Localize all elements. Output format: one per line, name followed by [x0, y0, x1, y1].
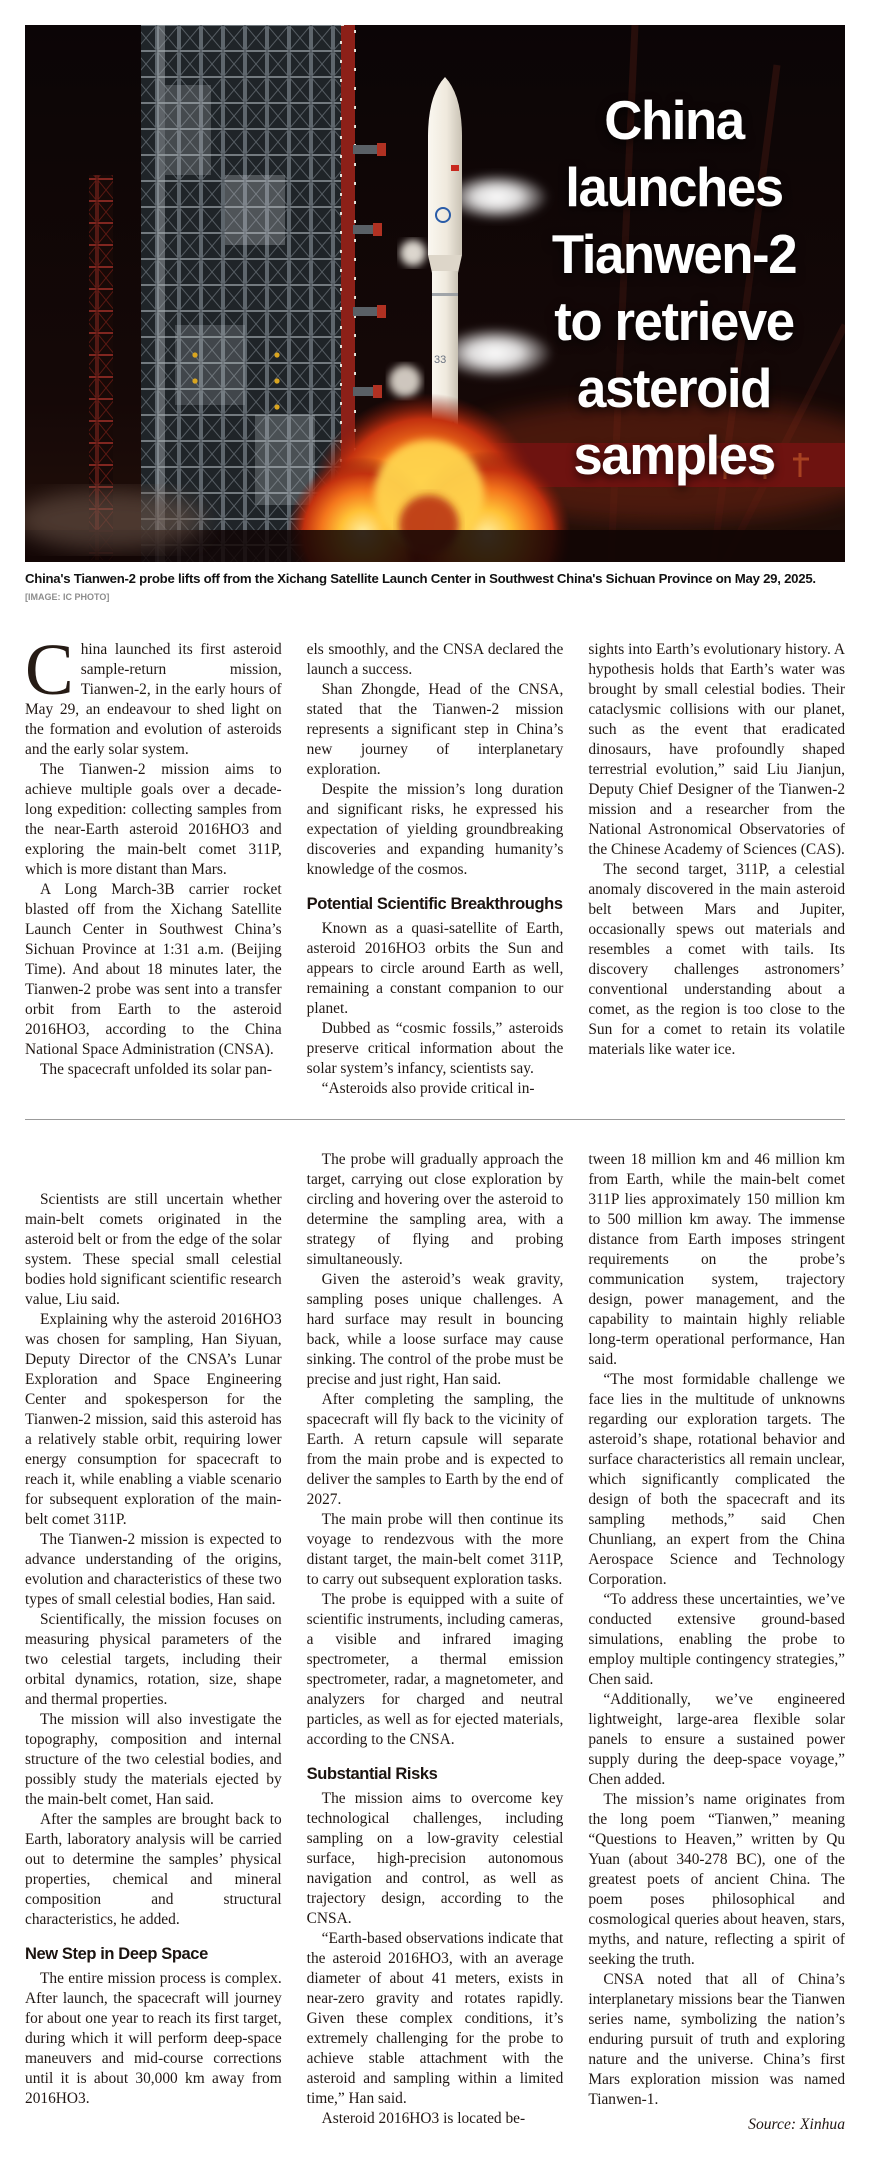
source-attribution: Source: Xinhua	[748, 2116, 846, 2133]
paragraph: els smoothly, and the CNSA declared the launch a success.	[306, 641, 564, 678]
paragraph: Scientifically, the mission focuses on measuring physical parameters of the two celestial targets, including their orbital dynamics, rotation, size, shape and thermal properties.	[25, 1611, 282, 1708]
drop-cap: C	[25, 629, 74, 710]
paragraph: The mission will also investigate the topography, composition and internal structure of the two celestial bodies, and possibly study the materials ejected by the main-belt comet, Han said.	[25, 1711, 282, 1808]
paragraph: Known as a quasi-satellite of Earth, asteroid 2016HO3 orbits the Sun and appears to circle around Earth as well, remaining a constant companion to our planet.	[306, 920, 564, 1017]
column-2	[307, 640, 564, 1099]
headline-line: launches	[565, 156, 783, 219]
paragraph: Given the asteroid’s weak gravity, sampling poses unique challenges. A hard surface may result in bouncing back, while a loose surface may cause sinking. The control of the probe must be precise and just right, Han said.	[306, 1271, 564, 1388]
paragraph: “The most formidable challenge we face lies in the multitude of unknowns regarding our exploration targets. The asteroid’s shape, rotational behavior and surface characteristics all remain unclear, which significantly complicated the design of both the spacecraft and its sampling methods,” said Chen Chunliang, an expert from the China Aerospace Science and Technology Corporation.	[588, 1371, 846, 1588]
paragraph: tween 18 million km and 46 million km from Earth, while the main-belt comet 311P lies approximately 150 million km to 500 million km away. The immense distance from Earth imposes stringent requirements on the probe’s communication system, trajectory design, power management, and the capability to maintain highly reliable long-term operational performance, Han said.	[588, 1151, 846, 1368]
paragraph: The second target, 311P, a celestial anomaly discovered in the main asteroid belt between Mars and Jupiter, occasionally spews out materials and resembles a comet with tails. Its discovery challenges astronomers’ conventional understanding about a comet, as the region is too close to the Sun for a comet to retain its volatile materials like water ice.	[588, 861, 846, 1058]
paragraph: After the samples are brought back to Earth, laboratory analysis will be carried out to determine the samples’ physical properties, chemical and mineral composition and structural characteristics, he added.	[25, 1811, 282, 1928]
paragraph: A Long March-3B carrier rocket blasted off from the Xichang Satellite Launch Center in Southwest China’s Sichuan Province at 1:31 a.m. (Beijing Time). And about 18 minutes later, the Tianwen-2 probe was sent into a transfer orbit from Earth to the asteroid 2016HO3, according to the China National Space Administration (CNSA).	[25, 881, 282, 1058]
column-3	[588, 640, 845, 1099]
paragraph: The probe will gradually approach the target, carrying out close exploration by circling and hovering over the asteroid to determine the sampling area, with a strategy of flying and probing simultaneously.	[306, 1151, 564, 1268]
headline-line: to retrieve	[554, 290, 794, 353]
paragraph: “Earth-based observations indicate that the asteroid 2016HO3, with an average diameter of about 41 meters, exists in near-zero gravity and rotates rapidly. Given these complex conditions, it’s extremely challenging for the probe to achieve stable attachment with the asteroid and sampling within a limited time,” Han said.	[306, 1930, 564, 2107]
paragraph: The entire mission process is complex. After launch, the spacecraft will journey for about one year to reach its first target, during which it will perform deep-space maneuvers and mid-course corrections until it is about 30,000 km away from 2016HO3.	[25, 1970, 282, 2107]
paragraph: Explaining why the asteroid 2016HO3 was chosen for sampling, Han Siyuan, Deputy Director of the CNSA’s Lunar Exploration and Space Engineering Center and spokesperson for the Tianwen-2 mission, said this asteroid has a relatively stable orbit, requiring lower energy consumption for spacecraft to reach it, while enabling a viable scenario for subsequent exploration of the main-belt comet 311P.	[25, 1311, 282, 1528]
caption-text: China's Tianwen-2 probe lifts off from the Xichang Satellite Launch Center in Southwest China's Sichuan Province on May 29, 2025.	[25, 571, 816, 586]
paragraph: “Additionally, we’ve engineered lightweight, large-area flexible solar panels to ensure a sustained power supply during the deep-space voyage,” Chen added.	[588, 1691, 846, 1788]
paragraph: Shan Zhongde, Head of the CNSA, stated that the Tianwen-2 mission represents a significant step in China’s new journey of interplanetary exploration.	[306, 681, 564, 778]
paragraph: “Asteroids also provide critical in-	[321, 1080, 535, 1097]
paragraph: The mission aims to overcome key technological challenges, including sampling on a low-gravity celestial surface, high-precision autonomous navigation and control, as well as trajectory design, according to the CNSA.	[306, 1790, 564, 1927]
paragraph: sights into Earth’s evolutionary history. A hypothesis holds that Earth’s water was brought by small celestial bodies. Their cataclysmic collisions with our planet, such as the event that eradicated dinosaurs, have profoundly shaped terrestrial evolution,” said Liu Jianjun, Deputy Chief Designer of the Tianwen-2 mission and a researcher from the National Astronomical Observatories of the Chinese Academy of Sciences (CAS).	[588, 641, 846, 858]
section-heading: New Step in Deep Space	[25, 1945, 208, 1963]
headline-line: Tianwen-2	[551, 223, 797, 286]
paragraph: The main probe will then continue its voyage to rendezvous with the more distant target, the main-belt comet 311P, to carry out subsequent exploration tasks.	[306, 1511, 564, 1588]
rocket-marking: 33	[434, 354, 447, 366]
hero-image	[25, 25, 845, 562]
headline	[519, 87, 829, 490]
headline-line: China	[604, 89, 744, 151]
article-top-section	[25, 629, 846, 1099]
paragraph: China launched its first asteroid sample-return mission, Tianwen-2, in the early hours of May 29, an endeavour to shed light on the formation and evolution of asteroids and the early solar system.	[25, 629, 282, 758]
paragraph: The mission’s name originates from the long poem “Tianwen,” meaning “Questions to Heaven,” written by Qu Yuan (about 340-278 BC), one of the greatest poets of ancient China. The poem poses philosophical and cosmological queries about heaven, stars, myths, and nature, reflecting a spirit of seeking the truth.	[588, 1791, 846, 1968]
column-1	[25, 629, 282, 1099]
headline-line: samples	[573, 424, 775, 487]
paragraph: After completing the sampling, the spacecraft will fly back to the vicinity of Earth. A return capsule will separate from the main probe and is expected to deliver the samples to Earth by the end of 2027.	[306, 1391, 564, 1508]
headline-line: asteroid	[577, 357, 771, 420]
paragraph: Dubbed as “cosmic fossils,” asteroids preserve critical information about the solar system’s infancy, scientists say.	[306, 1020, 564, 1077]
section-heading: Substantial Risks	[306, 1765, 438, 1783]
article-bottom-section	[25, 1120, 845, 2155]
paragraph: The Tianwen-2 mission aims to achieve multiple goals over a decade-long expedition: collecting samples from the near-Earth asteroid 2016HO3 and exploring the main-belt comet 311P, which is more distant than Mars.	[25, 761, 282, 878]
paragraph: Scientists are still uncertain whether main-belt comets originated in the asteroid belt or from the edge of the solar system. These special small celestial bodies hold significant scientific research value, Liu said.	[25, 1191, 282, 1308]
paragraph: “To address these uncertainties, we’ve conducted extensive ground-based simulations, enabling the probe to employ multiple contingency strategies,” Chen said.	[588, 1591, 846, 1688]
paragraph: CNSA noted that all of China’s interplanetary missions bear the Tianwen series name, symbolizing the nation’s enduring pursuit of truth and exploring nature and the universe. China’s first Mars exploration mission was named Tianwen-1.	[588, 1971, 846, 2108]
caption-credit: [IMAGE: IC PHOTO]	[25, 591, 110, 602]
section-heading: Potential Scientific Breakthroughs	[306, 895, 563, 913]
column-1	[25, 1150, 282, 2155]
paragraph: Despite the mission’s long duration and significant risks, he expressed his expectation of yielding groundbreaking discoveries and expanding humanity’s knowledge of the cosmos.	[306, 781, 564, 878]
paragraph: The Tianwen-2 mission is expected to advance understanding of the origins, evolution and characteristics of these two types of small celestial bodies, Han said.	[25, 1531, 282, 1608]
paragraph: The probe is equipped with a suite of scientific instruments, including cameras, a visible and infrared imaging spectrometer, a thermal emission spectrometer, radar, a magnetometer, and analyzers for charged and neutral particles, as well as for ejected materials, according to the CNSA.	[306, 1591, 564, 1748]
paragraph: The spacecraft unfolded its solar pan-	[40, 1061, 273, 1078]
column-2	[307, 1150, 564, 2155]
paragraph: Asteroid 2016HO3 is located be-	[321, 2110, 526, 2127]
image-caption	[25, 571, 845, 604]
column-3	[588, 1150, 845, 2155]
